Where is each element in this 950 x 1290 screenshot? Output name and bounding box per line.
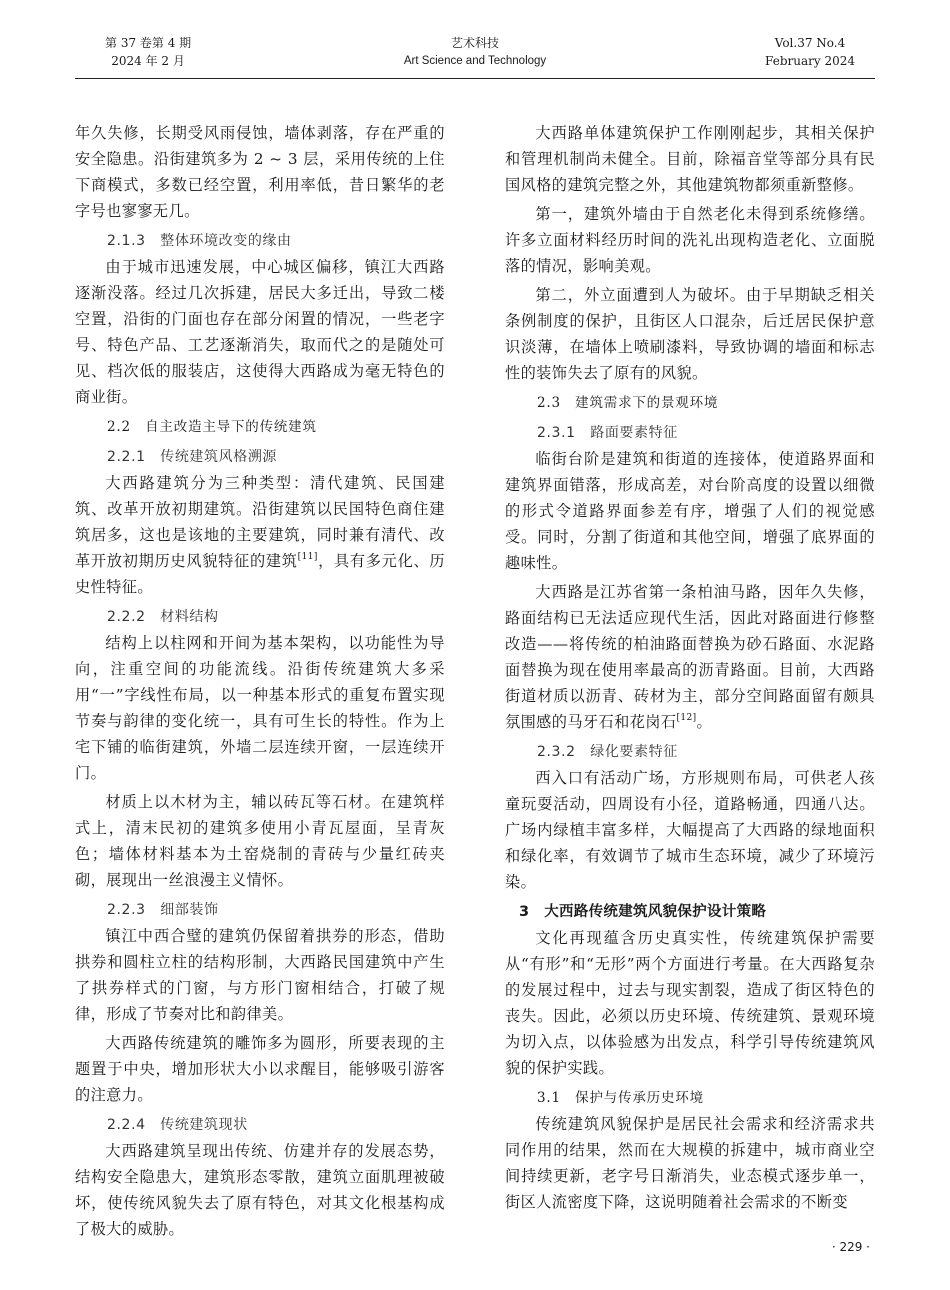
paragraph: 临街台阶是建筑和街道的连接体，使道路界面和建筑界面错落，形成高差，对台阶高度的设置以细微的形式令道路界面参差有序，增强了人们的视觉感受。同时，分割了街道和其他空间，增强了底界面的趣味性。 [505,450,875,572]
paragraph: 第二，外立面遭到人为破坏。由于早期缺乏相关条例制度的保护，且街区人口混杂，后迁居民保护意识淡薄，在墙体上喷刷漆料，导致协调的墙面和标志性的装饰失去了原有的风貌。 [505,286,875,382]
paragraph: 大西路传统建筑的雕饰多为圆形，所要表现的主题置于中央，增加形状大小以求醒目，能够吸引游客的注意力。 [75,1034,445,1104]
section-heading-2-3-2: 2.3.2 绿化要素特征 [537,744,678,760]
header-volume-issue-en: Vol.37 No.4 [774,36,846,50]
paragraph [505,579,875,735]
page-number: · 229 · [831,1240,870,1254]
citation-ref-12[interactable]: [12] [676,713,697,723]
section-heading-3-1: 3.1 保护与传承历史环境 [537,1090,704,1106]
left-column [75,120,445,1242]
paragraph: 由于城市迅速发展，中心城区偏移，镇江大西路逐渐没落。经过几次拆建，居民大多迁出，导致二楼空置，沿街的门面也存在部分闲置的情况，一些老字号、特色产品、工艺逐渐消失，取而代之的是随处可见、档次低的服装店，这使得大西路成为毫无特色的商业街。 [75,258,445,406]
citation-ref-11[interactable]: [11] [297,552,318,562]
paragraph: 镇江中西合璧的建筑仍保留着拱券的形态，借助拱券和圆柱立柱的结构形制，大西路民国建筑中产生了拱券样式的门窗，与方形门窗相结合，打破了规律，形成了节奏对比和韵律美。 [75,927,445,1023]
paragraph-text: ，具有多元化、历史性特征。 [75,552,445,596]
journal-title-cn: 艺术科技 [450,36,499,50]
header-date-en: February 2024 [765,54,855,68]
paragraph-text: 大西路是江苏省第一条柏油马路，因年久失修，路面结构已无法适应现代生活，因此对路面进行修整改造——将传统的柏油路面替换为砂石路面、水泥路面替换为现在使用率最高的沥青路面。目前，大西路街道材质以沥青、砖材为主，部分空间路面留有颇具氛围感的马牙石和花岗石 [505,583,875,731]
paragraph: 大西路单体建筑保护工作刚刚起步，其相关保护和管理机制尚未健全。目前，除福音堂等部分具有民国风格的建筑完整之外，其他建筑物都须重新整修。 [505,124,875,194]
paragraph: 材质上以木材为主，辅以砖瓦等石材。在建筑样式上，清末民初的建筑多使用小青瓦屋面，呈青灰色；墙体材料基本为土窑烧制的青砖与少量红砖夹砌，展现出一丝浪漫主义情怀。 [75,793,445,889]
paragraph: 年久失修，长期受风雨侵蚀，墙体剥落，存在严重的安全隐患。沿街建筑多为 2 ~ 3 层，采用传统的上住下商模式，多数已经空置，利用率低，昔日繁华的老字号也寥寥无几。 [75,124,445,220]
section-heading-2-2-2: 2.2.2 材料结构 [107,609,219,625]
section-heading-2-3-1: 2.3.1 路面要素特征 [537,425,678,441]
section-heading-2-2-3: 2.2.3 细部装饰 [107,902,219,918]
section-heading-3: 3 大西路传统建筑风貌保护设计策略 [519,904,767,920]
right-column [505,120,875,1215]
section-heading-2-2-4: 2.2.4 传统建筑现状 [107,1117,248,1133]
section-heading-2-1-3: 2.1.3 整体环境改变的缘由 [107,233,292,249]
section-heading-2-3: 2.3 建筑需求下的景观环境 [537,395,719,411]
paragraph: 西入口有活动广场，方形规则布局，可供老人孩童玩耍活动，四周设有小径，道路畅通，四通八达。广场内绿植丰富多样，大幅提高了大西路的绿地面积和绿化率，有效调节了城市生态环境，减少了环境污染。 [505,769,875,891]
paragraph-text: 。 [696,713,713,731]
paragraph [75,470,445,600]
running-header [75,34,875,74]
paragraph: 结构上以柱网和开间为基本架构，以功能性为导向，注重空间的功能流线。沿街传统建筑大多采用“一”字线性布局，以一种基本形式的重复布置实现节奏与韵律的变化统一，具有可生长的特性。作为上宅下铺的临街建筑，外墙二层连续开窗，一层连续开门。 [75,634,445,782]
paragraph: 第一，建筑外墙由于自然老化未得到系统修缮。许多立面材料经历时间的洗礼出现构造老化、立面脱落的情况，影响美观。 [505,205,875,275]
header-volume-issue-cn: 第 37 卷第 4 期 [105,36,192,50]
header-volume [765,34,855,70]
section-heading-2-2-1: 2.2.1 传统建筑风格溯源 [107,449,278,465]
header-date-cn: 2024 年 2 月 [111,54,185,68]
journal-title-en: Art Science and Technology [403,55,547,67]
paragraph: 传统建筑风貌保护是居民社会需求和经济需求共同作用的结果，然而在大规模的拆建中，城市商业空间持续更新，老字号日渐消失，业态模式逐步单一，街区人流密度下降，这说明随着社会需求的不断变 [505,1115,875,1211]
paragraph: 大西路建筑呈现出传统、仿建并存的发展态势，结构安全隐患大，建筑形态零散，建筑立面肌理被破坏，使传统风貌失去了原有特色，对其文化根基构成了极大的威胁。 [75,1142,445,1238]
paragraph-text: 大西路建筑分为三种类型：清代建筑、民国建筑、改革开放初期建筑。沿街建筑以民国特色商住建筑居多，这也是该地的主要建筑，同时兼有清代、改革开放初期历史风貌特征的建筑 [75,474,445,570]
section-heading-2-2: 2.2 自主改造主导下的传统建筑 [107,419,317,435]
header-rule [75,78,875,79]
header-journal [75,34,875,70]
paragraph: 文化再现蕴含历史真实性，传统建筑保护需要从“有形”和“无形”两个方面进行考量。在大西路复杂的发展过程中，过去与现实割裂，造成了街区特色的丧失。因此，必须以历史环境、传统建筑、景观环境为切入点，以体验感为出发点，科学引导传统建筑风貌的保护实践。 [505,929,875,1077]
